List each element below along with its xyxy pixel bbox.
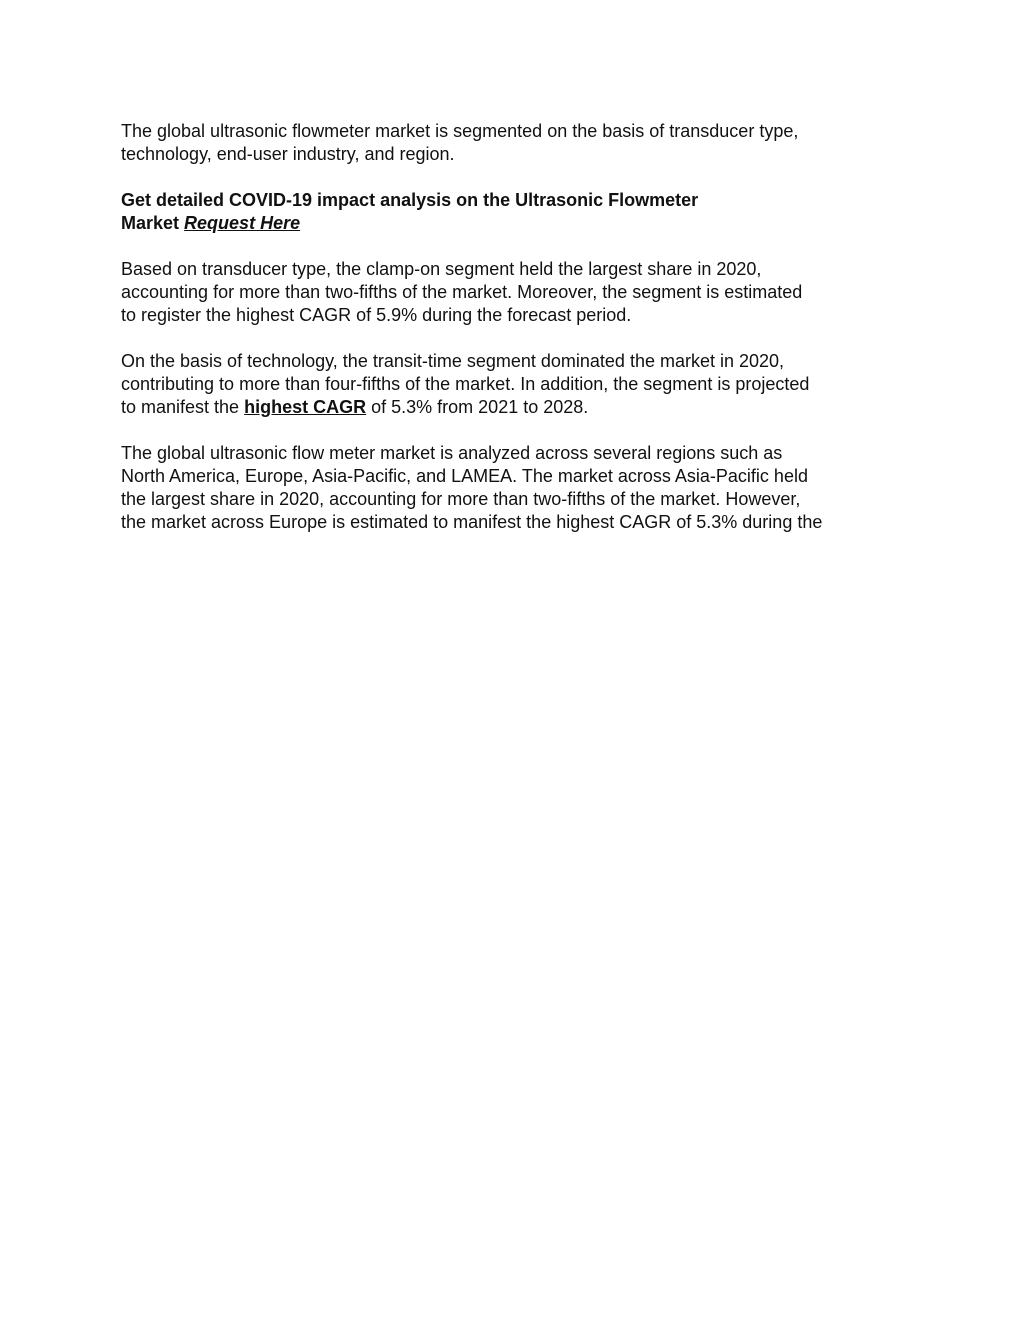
text-line: On the basis of technology, the transit-time segment dominated the market in 2020,: [121, 351, 785, 371]
text-line: technology, end-user industry, and region.: [121, 144, 455, 164]
paragraph-regions: [121, 442, 921, 534]
text-line: contributing to more than four-fifths of the market. In addition, the segment is projected: [121, 374, 810, 394]
text-line: Based on transducer type, the clamp-on segment held the largest share in 2020,: [121, 259, 762, 279]
text-line: The global ultrasonic flowmeter market is segmented on the basis of transducer type,: [121, 121, 799, 141]
paragraph-segmentation: [121, 120, 921, 166]
text-line: North America, Europe, Asia-Pacific, and LAMEA. The market across Asia-Pacific held: [121, 466, 808, 486]
text-line: Get detailed COVID-19 impact analysis on the Ultrasonic Flowmeter: [121, 190, 699, 210]
paragraph-transducer-type: [121, 258, 921, 327]
text-line: Market: [121, 213, 180, 233]
text-line: The global ultrasonic flow meter market is analyzed across several regions such as: [121, 443, 783, 463]
highest-cagr-link[interactable]: highest CAGR: [244, 397, 367, 417]
text-line: the largest share in 2020, accounting for more than two-fifths of the market. However,: [121, 489, 801, 509]
covid-callout: [121, 189, 921, 235]
document-body: [121, 120, 921, 557]
text-line: to register the highest CAGR of 5.9% during the forecast period.: [121, 305, 632, 325]
text-line: the market across Europe is estimated to manifest the highest CAGR of 5.3% during the: [121, 512, 823, 532]
text-line: to manifest the: [121, 397, 240, 417]
text-line: accounting for more than two-fifths of the market. Moreover, the segment is estimated: [121, 282, 803, 302]
request-here-link[interactable]: Request Here: [184, 213, 301, 233]
text-line: of 5.3% from 2021 to 2028.: [371, 397, 589, 417]
paragraph-technology: [121, 350, 921, 419]
